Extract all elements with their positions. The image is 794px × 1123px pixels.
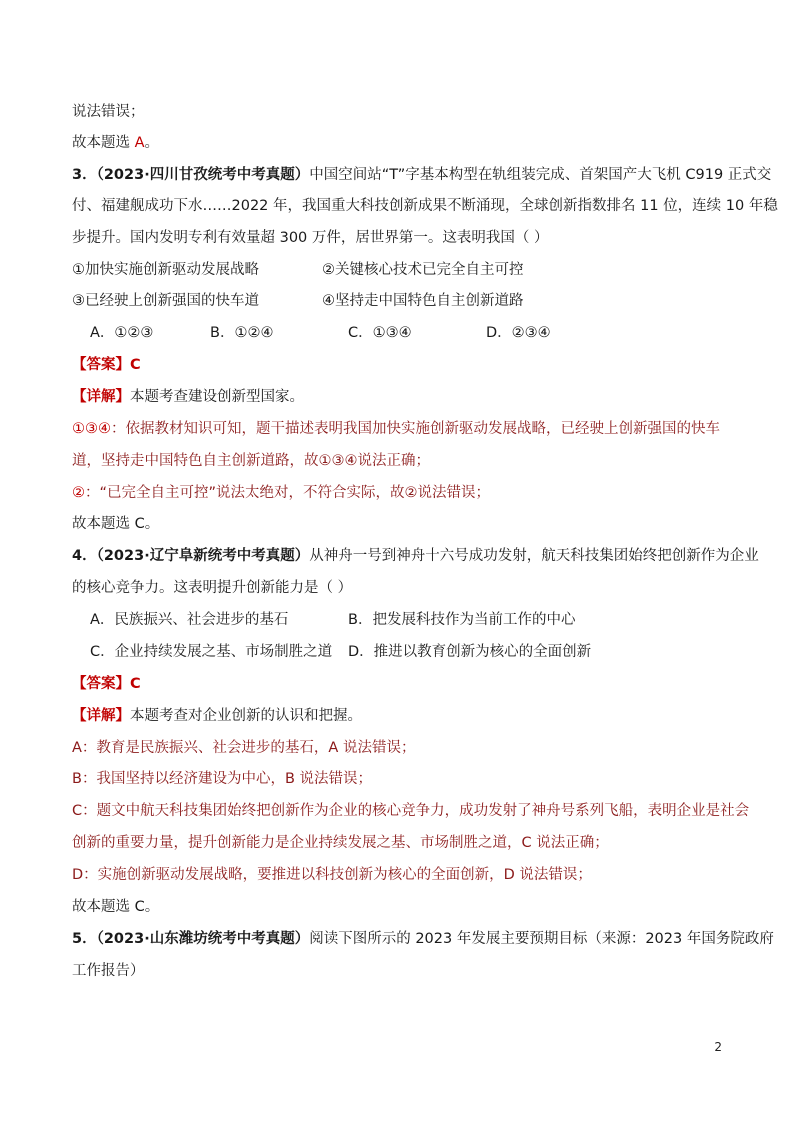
q4-option-d: D．推进以教育创新为核心的全面创新 — [348, 644, 592, 660]
q4-option-b: B．把发展科技作为当前工作的中心 — [348, 612, 576, 628]
q3-item-2: ②关键核心技术已完全自主可控 — [322, 262, 524, 278]
q3-stem-line1: 3．（2023·四川甘孜统考中考真题）中国空间站“T”字基本构型在轨组装完成、首架国产大飞机 C919 正式交 — [72, 167, 772, 183]
q3-analysis-2: ②：“已完全自主可控”说法太绝对，不符合实际，故②说法错误； — [72, 485, 491, 501]
q3-stem-line3: 步提升。国内发明专利有效量超 300 万件，居世界第一。这表明我国（ ） — [72, 230, 549, 246]
q3-stem-line2: 付、福建舰成功下水……2022 年，我国重大科技创新成果不断涌现，全球创新指数排名 11 位，连续 10 年稳 — [72, 198, 778, 214]
q3-option-c: C．①③④ — [348, 325, 412, 341]
q4-detail: 【详解】本题考查对企业创新的认识和把握。 — [72, 708, 362, 724]
q3-item-3: ③已经驶上创新强国的快车道 — [72, 293, 259, 309]
q4-analysis-b: B：我国坚持以经济建设为中心，B 说法错误； — [72, 771, 373, 787]
q4-option-c: C．企业持续发展之基、市场制胜之道 — [90, 644, 333, 660]
q3-detail: 【详解】本题考查建设创新型国家。 — [72, 389, 304, 405]
q4-analysis-d: D：实施创新驱动发展战略，要推进以科技创新为核心的全面创新，D 说法错误； — [72, 867, 592, 883]
q3-option-b: B．①②④ — [210, 325, 274, 341]
q4-option-a: A．民族振兴、社会进步的基石 — [90, 612, 289, 628]
q4-stem-line1: 4．（2023·辽宁阜新统考中考真题）从神舟一号到神舟十六号成功发射，航天科技集团始终把创新作为企业 — [72, 548, 759, 564]
q3-option-a: A．①②③ — [90, 325, 154, 341]
q4-analysis-c: C：题文中航天科技集团始终把创新作为企业的核心竞争力，成功发射了神舟号系列飞船，表明企业是社会 — [72, 803, 750, 819]
q4-stem-line2: 的核心竞争力。这表明提升创新能力是（ ） — [72, 580, 353, 596]
q3-item-4: ④坚持走中国特色自主创新道路 — [322, 293, 524, 309]
q4-answer: 【答案】C — [72, 676, 141, 692]
q3-conclusion: 故本题选 C。 — [72, 516, 160, 532]
q2-conclusion: 故本题选 A。 — [72, 135, 160, 151]
q3-item-1: ①加快实施创新驱动发展战略 — [72, 262, 259, 278]
q3-analysis-1-cont: 道，坚持走中国特色自主创新道路，故①③④说法正确； — [72, 453, 430, 469]
q2-tail-text: 说法错误； — [72, 104, 145, 120]
q4-analysis-a: A：教育是民族振兴、社会进步的基石，A 说法错误； — [72, 740, 416, 756]
q3-analysis-1: ①③④：依据教材知识可知，题干描述表明我国加快实施创新驱动发展战略，已经驶上创新强国的快车 — [72, 421, 720, 437]
q5-stem-line1: 5．（2023·山东潍坊统考中考真题）阅读下图所示的 2023 年发展主要预期目标（来源：2023 年国务院政府 — [72, 931, 774, 947]
q4-conclusion: 故本题选 C。 — [72, 899, 160, 915]
q3-option-d: D．②③④ — [486, 325, 551, 341]
page-number: 2 — [714, 1040, 722, 1054]
q4-analysis-c-cont: 创新的重要力量，提升创新能力是企业持续发展之基、市场制胜之道，C 说法正确； — [72, 835, 609, 851]
q5-stem-line2: 工作报告） — [72, 963, 145, 979]
q3-answer: 【答案】C — [72, 357, 141, 373]
